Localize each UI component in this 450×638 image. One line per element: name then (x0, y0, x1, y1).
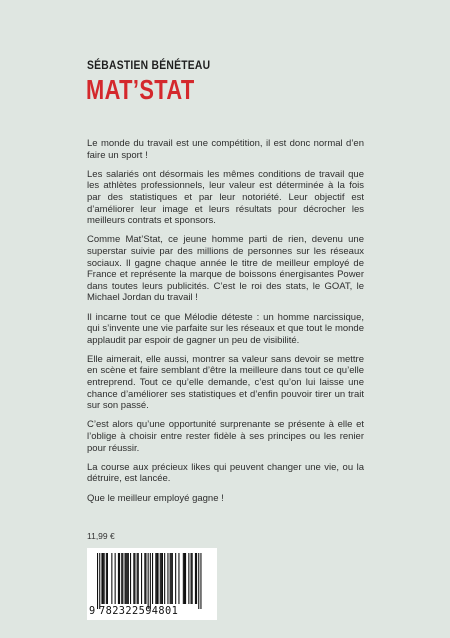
blurb-paragraph-1: Le monde du travail est une compétition, il est donc normal d’en faire un sport ! (87, 138, 364, 161)
barcode-bar (130, 553, 131, 604)
barcode-bar (133, 553, 134, 604)
back-cover-blurb (87, 138, 364, 512)
barcode-bar (152, 553, 153, 604)
barcode-bars-icon (97, 553, 207, 609)
barcode-bar (144, 553, 145, 604)
barcode-bar (171, 553, 172, 604)
barcode-bar (125, 553, 126, 604)
barcode-bar (97, 553, 98, 609)
barcode-bar (155, 553, 156, 604)
barcode-bar (128, 553, 129, 604)
barcode-bar (170, 553, 171, 604)
blurb-paragraph-3: Comme Mat’Stat, ce jeune homme parti de rien, devenu une superstar suivie par des millions de personnes sur les réseaux sociaux. Il gagne chaque année le titre de meilleur employé de France et représente la marque de boissons énergisantes Power dans toutes leurs publicités. C’est le roi des stats, le GOAT, le Michael Jordan du travail ! (87, 234, 364, 304)
barcode-bar (103, 553, 104, 604)
blurb-paragraph-7: La course aux précieux likes qui peuvent changer une vie, ou la détruire, est lancée. (87, 461, 364, 485)
barcode-bar (200, 553, 201, 609)
barcode-bar (148, 553, 149, 609)
barcode-bar (145, 553, 146, 604)
isbn-digits: 782322594801 (99, 605, 179, 617)
barcode-bar (161, 553, 162, 604)
barcode-bar (156, 553, 157, 604)
barcode-bar (185, 553, 186, 604)
isbn-first-digit: 9 (89, 605, 96, 617)
barcode-bar (183, 553, 184, 604)
blurb-paragraph-6: C’est alors qu’une opportunité surprenante se présente à elle et l’oblige à choisir entre rester fidèle à ses principes ou les renier pour réussir. (87, 419, 364, 454)
barcode-bar (191, 553, 192, 604)
barcode-bar (118, 553, 119, 604)
barcode-bar (160, 553, 161, 604)
barcode-bar (172, 553, 173, 604)
blurb-paragraph-4: Il incarne tout ce que Mélodie déteste : un homme narcissique, qui s’invente une vie parfaite sur les réseaux et que tout le monde applaudit par espoir de gagner un peu de visibilité. (87, 311, 364, 346)
barcode-bar (141, 553, 142, 604)
barcode-bar (196, 553, 197, 604)
barcode-bar (158, 553, 159, 604)
barcode-bar (119, 553, 120, 604)
barcode-bar (167, 553, 168, 604)
barcode-bar (138, 553, 139, 604)
isbn-barcode (87, 548, 217, 620)
barcode-bar (195, 553, 196, 604)
blurb-paragraph-8: Que le meilleur employé gagne ! (87, 492, 224, 504)
price-label: 11,99 € (87, 531, 115, 541)
barcode-bar (192, 553, 193, 604)
barcode-bar (137, 553, 138, 604)
barcode-bar (198, 553, 199, 609)
barcode-bar (121, 553, 122, 604)
barcode-bar (115, 553, 116, 604)
barcode-bar (104, 553, 105, 604)
author-name: SÉBASTIEN BÉNÉTEAU (87, 58, 211, 72)
blurb-paragraph-2: Les salariés ont désormais les mêmes conditions de travail que les athlètes professionnels, leur valeur est déterminée à la fois par des statistiques et par leur notoriété. Leur objectif est d’améliorer leur image et leurs résultats pour décrocher les meilleurs contrats et sponsors. (87, 168, 364, 227)
barcode-bar (127, 553, 128, 604)
barcode-bar (122, 553, 123, 604)
barcode-bar (106, 553, 107, 604)
barcode-bar (188, 553, 189, 604)
barcode-bar (178, 553, 179, 604)
barcode-bar (101, 553, 102, 604)
barcode-bar (111, 553, 112, 604)
barcode-bar (126, 553, 127, 604)
book-title: MAT’STAT (86, 74, 195, 105)
barcode-bar (175, 553, 176, 604)
barcode-bar (134, 553, 135, 604)
barcode-bar (184, 553, 185, 604)
barcode-bar (107, 553, 108, 604)
barcode-bar (99, 553, 100, 609)
barcode-bar (150, 553, 151, 609)
blurb-paragraph-5: Elle aimerait, elle aussi, montrer sa valeur sans devoir se mettre en scène et faire semblant d’être la meilleure dans tout ce qu’elle entreprend. Tout ce qu’elle demande, c’est qu’on lui laisse une chance d’améliorer ses statistiques et d’enfin pouvoir tirer un trait sur son passé. (87, 353, 364, 412)
barcode-bar (164, 553, 165, 604)
barcode-bar (162, 553, 163, 604)
